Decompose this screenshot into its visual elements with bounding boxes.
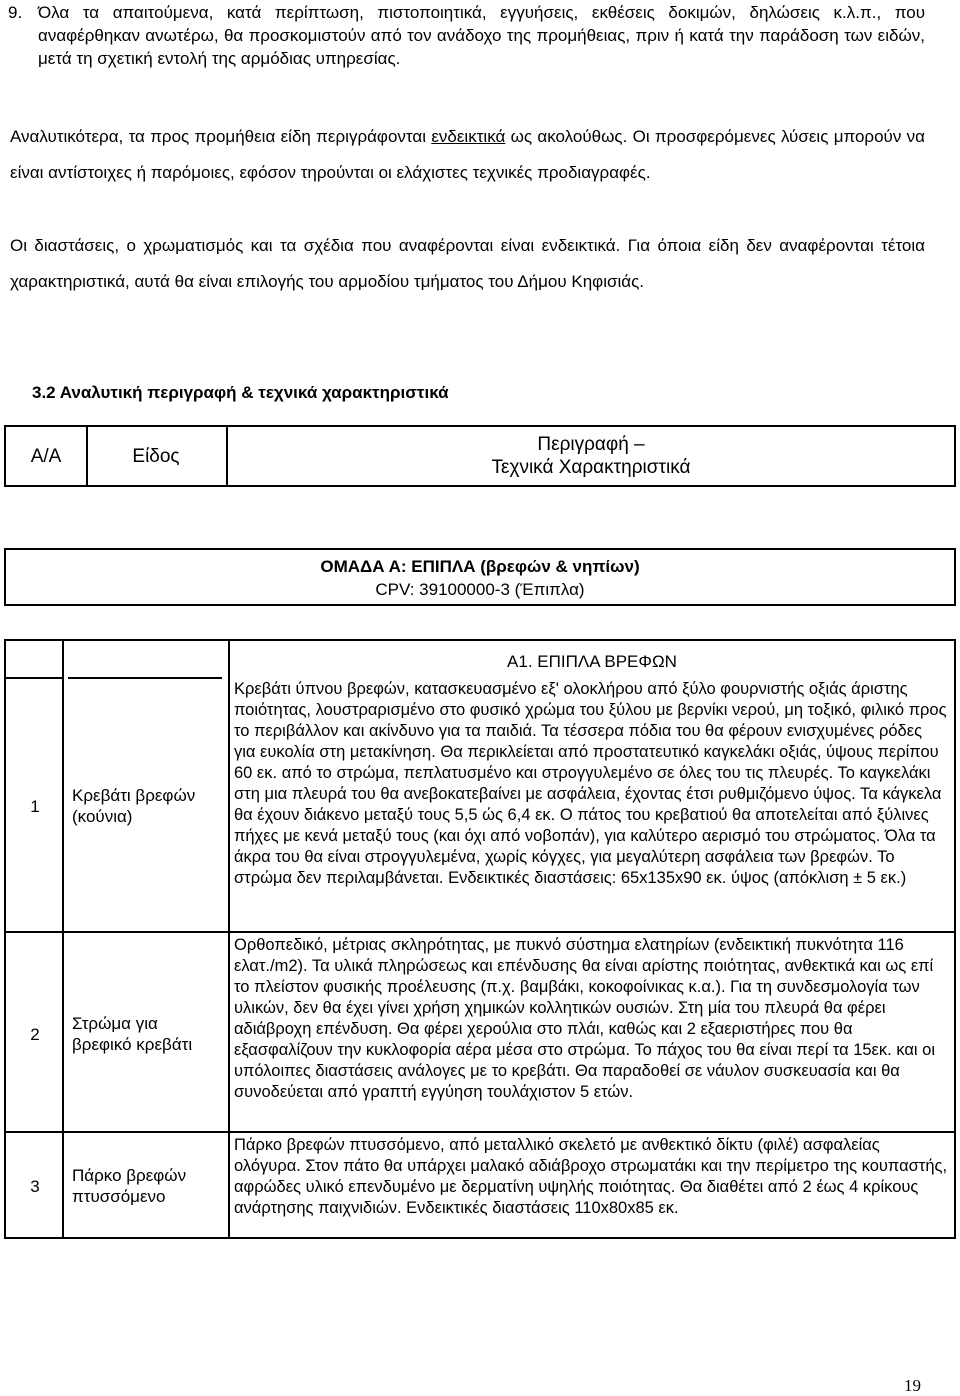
paragraph-indicative: [10, 119, 925, 191]
group-box: [4, 548, 956, 606]
row-1-name: Κρεβάτι βρεφών (κούνια): [72, 786, 196, 826]
column-divider: [62, 641, 64, 1237]
item-9-text: Όλα τα απαιτούμενα, κατά περίπτωση, πιστοποιητικά, εγγυήσεις, εκθέσεις δοκιμών, δηλώσεις κ.λ.π., που αναφέρθηκαν ανωτέρω, θα προσκομιστούν από τον ανάδοχο της προμήθειας, πριν ή κατά την παράδοση των ειδών, μετά τη σχετική εντολή της αρμόδιας υπηρεσίας.: [38, 3, 925, 68]
p2-before: Αναλυτικότερα, τα προς προμήθεια είδη περιγράφονται: [10, 127, 432, 146]
group-title: ΟΜΑΔΑ Α: ΕΠΙΠΛΑ (βρεφών & νηπίων): [320, 557, 640, 576]
subgroup-title: Α1. ΕΠΙΠΛΑ ΒΡΕΦΩΝ: [507, 652, 677, 671]
row-2-name: Στρώμα για βρεφικό κρεβάτι: [72, 1014, 193, 1054]
table-header: [4, 425, 956, 487]
header-description: [228, 427, 954, 485]
p2-underlined: ενδεικτικά: [431, 127, 506, 146]
group-cpv: CPV: 39100000-3 (Έπιπλα): [375, 580, 585, 599]
row-2-number: 2: [30, 1025, 40, 1044]
row-2-description: Ορθοπεδικό, μέτριας σκληρότητας, με πυκνό σύστημα ελατηρίων (ενδεικτική πυκνότητα 116 ελατ./m2). Τα υλικά πληρώσεως και επένδυσης θα είναι αρίστης ποιότητας, ανθεκτικά και ως επί το πλείστον φυσικής προέλευσης (π.χ. βαμβάκι, κοκοφοίνικας κ.α.). Για τη συνδεσμολογία των υλικών, δεν θα έχει γίνει χρήση χημικών κολλητικών ουσιών. Στη μία του πλευρά θα φέρει αδιάβροχη επένδυση. Θα φέρει χερούλια στο πλάι, καθώς και 2 εξαεριστήρες που θα εξασφαλίζουν την κυκλοφορία αέρα μέσα στο στρώμα. Το πάχος του θα είναι περί τα 15εκ. και οι υπόλοιπες διαστάσεις ανάλογες με το κρεβάτι. Θα παραδοθεί σε νάυλον συσκευασία και θα συνοδεύεται από γραπτή εγγύηση τουλάχιστον 5 ετών.: [234, 936, 936, 1101]
row-divider: [6, 677, 62, 679]
section-title: 3.2 Αναλυτική περιγραφή & τεχνικά χαρακτηριστικά: [32, 383, 449, 402]
row-divider: [6, 1131, 954, 1133]
item-number: 9.: [8, 3, 23, 22]
row-3-description: Πάρκο βρεφών πτυσσόμενο, από μεταλλικό σκελετό με ανθεκτικό δίκτυ (φιλέ) ασφαλείας ολόγυρα. Στον πάτο θα υπάρχει μαλακό αδιάβροχο στρωματάκι και την περίμετρο της κουπαστής, αφρώδες υλικό επενδυμένο με δερματίνη υψηλής ποιότητας. Θα διαθέτει από 2 έως 4 κρίκους ανάρτησης παιχνιδιών. Ενδεικτικές διαστάσεις 110x80x85 εκ.: [234, 1136, 948, 1217]
header-desc-line1: Περιγραφή –: [537, 434, 645, 455]
p2-after: ως ακολούθως. Οι προσφερόμενες λύσεις μπορούν να είναι αντίστοιχες ή παρόμοιες, εφόσον τηρούνται οι ελάχιστες τεχνικές προδιαγραφές.: [10, 127, 925, 182]
row-divider: [6, 931, 954, 933]
row-1-description: Κρεβάτι ύπνου βρεφών, κατασκευασμένο εξ' ολοκλήρου από ξύλο φουρνιστής οξιάς άριστης ποιότητας, λουστραρισμένο στο φυσικό χρώμα του ξύλου με βερνίκι νερού, μη τοξικό, φιλικό προς το περιβάλλον και ακίνδυνο για τα παιδιά. Τα τέσσερα πόδια του θα φέρουν ενισχυμένες ρόδες για ευκολία στη μετακίνηση. Θα περικλείεται από προστατευτικό καγκελάκι οξιάς, ύψους περίπου 60 εκ. από το στρώμα, πεπλατυσμένο και στρογγυλεμένο σε όλες του τις πλευρές. Το καγκελάκι στη μια πλευρά του θα ανεβοκατεβαίνει με ασφάλεια, έχοντας έτσι ρυθμιζόμενο ύψος. Τα κάγκελα θα έχουν διάκενο μεταξύ τους 5,5 ώς 6,4 εκ. Ο πάτος του κρεβατιού θα αποτελείται από ξύλινες πήχες με κενά μεταξύ τους (και όχι από νοβοπάν), για καλύτερο αερισμό του στρώματος. Όλα τα άκρα του θα είναι στρογγυλεμένα, χωρίς κόγχες, για μεγαλύτερη ασφάλεια των βρεφών. Το στρώμα δεν περιλαμβάνεται. Ενδεικτικές διαστάσεις: 65x135x90 εκ. ύψος (απόκλιση ± 5 εκ.): [234, 680, 947, 887]
row-1-number: 1: [30, 797, 40, 816]
page-number: 19: [904, 1376, 921, 1395]
row-3-number: 3: [30, 1177, 40, 1196]
items-table: [4, 639, 956, 1239]
paragraph-dimensions: Οι διαστάσεις, ο χρωματισμός και τα σχέδια που αναφέρονται είναι ενδεικτικά. Για όποια είδη δεν αναφέρονται τέτοια χαρακτηριστικά, αυτά θα είναι επιλογής του αρμοδίου τμήματος του Δήμου Κηφισιάς.: [10, 236, 925, 291]
header-item: Είδος: [86, 427, 228, 485]
header-aa: Α/Α: [6, 427, 88, 485]
header-desc-line2: Τεχνικά Χαρακτηριστικά: [491, 457, 691, 478]
column-divider: [228, 641, 230, 1237]
row-divider: [68, 677, 222, 679]
intro-item-9: [10, 1, 925, 70]
row-3-name: Πάρκο βρεφών πτυσσόμενο: [72, 1166, 187, 1206]
